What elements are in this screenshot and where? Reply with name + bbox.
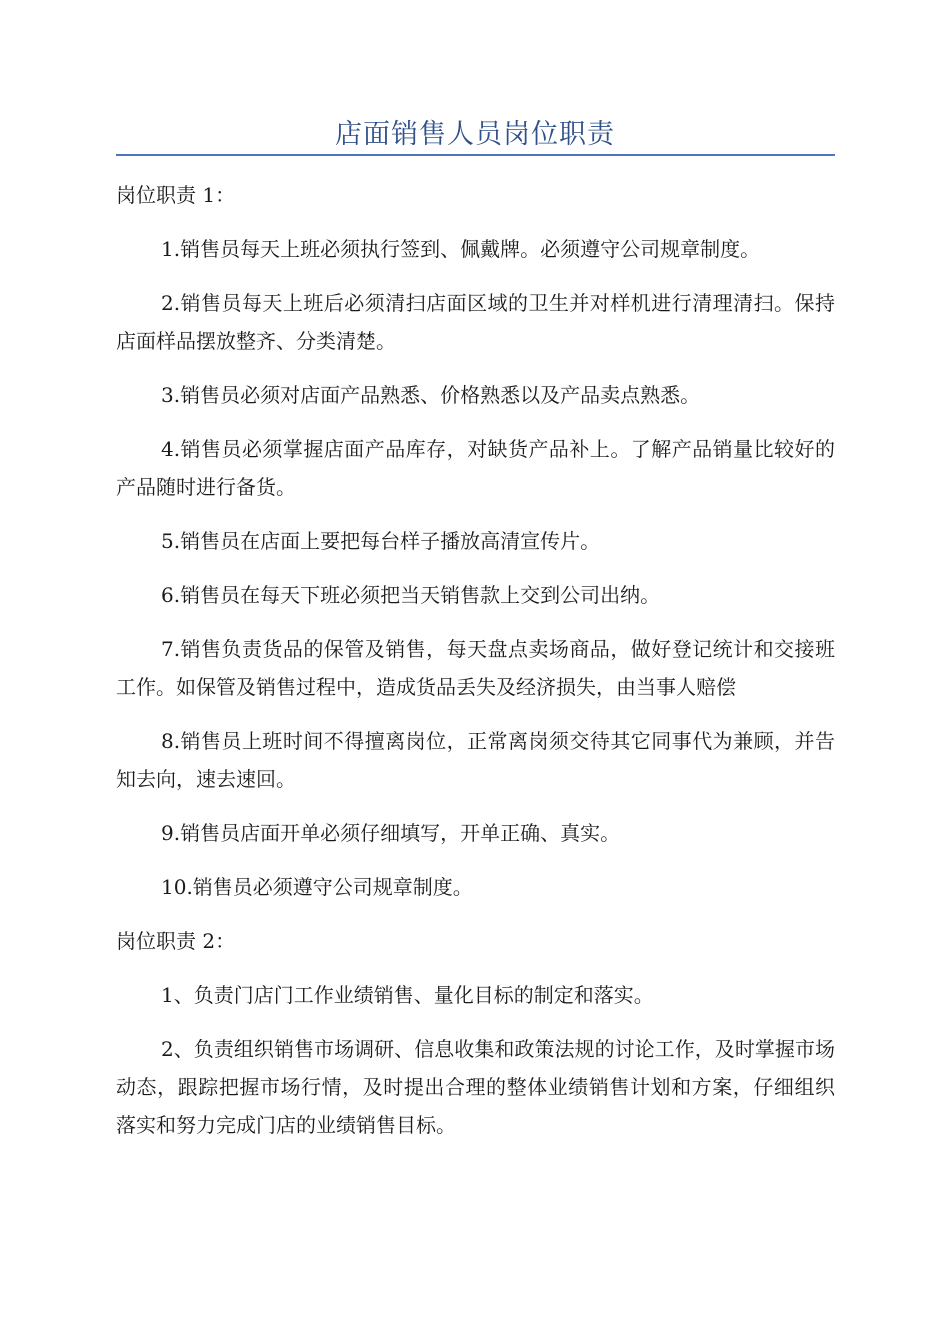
duty-item: 6.销售员在每天下班必须把当天销售款上交到公司出纳。 — [161, 583, 661, 607]
duty-item: 3.销售员必须对店面产品熟悉、价格熟悉以及产品卖点熟悉。 — [161, 383, 701, 407]
duty-item: 2.销售员每天上班后必须清扫店面区域的卫生并对样机进行清理清扫。保持店面样品摆放整齐、分类清楚。 — [116, 291, 835, 353]
section-heading: 岗位职责 2： — [116, 929, 236, 953]
duty-item: 2、负责组织销售市场调研、信息收集和政策法规的讨论工作，及时掌握市场动态，跟踪把握市场行情，及时提出合理的整体业绩销售计划和方案，仔细组织落实和努力完成门店的业绩销售目标。 — [116, 1037, 835, 1137]
duty-item: 9.销售员店面开单必须仔细填写，开单正确、真实。 — [161, 821, 621, 845]
duty-item: 1、负责门店门工作业绩销售、量化目标的制定和落实。 — [161, 983, 654, 1007]
document-body — [116, 176, 835, 1160]
section-heading: 岗位职责 1： — [116, 183, 236, 207]
duty-item: 10.销售员必须遵守公司规章制度。 — [161, 875, 473, 899]
section-1 — [116, 176, 835, 906]
title-underline — [116, 154, 835, 156]
duty-item: 8.销售员上班时间不得擅离岗位，正常离岗须交待其它同事代为兼顾，并告知去向，速去速回。 — [116, 729, 835, 791]
duty-item: 5.销售员在店面上要把每台样子播放高清宣传片。 — [161, 529, 601, 553]
duty-item: 1.销售员每天上班必须执行签到、佩戴牌。必须遵守公司规章制度。 — [161, 237, 761, 261]
section-2 — [116, 922, 835, 1144]
document-title: 店面销售人员岗位职责 — [335, 119, 615, 150]
duty-item: 4.销售员必须掌握店面产品库存，对缺货产品补上。了解产品销量比较好的产品随时进行备货。 — [116, 437, 835, 499]
duty-item: 7.销售负责货品的保管及销售，每天盘点卖场商品，做好登记统计和交接班工作。如保管及销售过程中，造成货品丢失及经济损失，由当事人赔偿 — [116, 637, 835, 699]
